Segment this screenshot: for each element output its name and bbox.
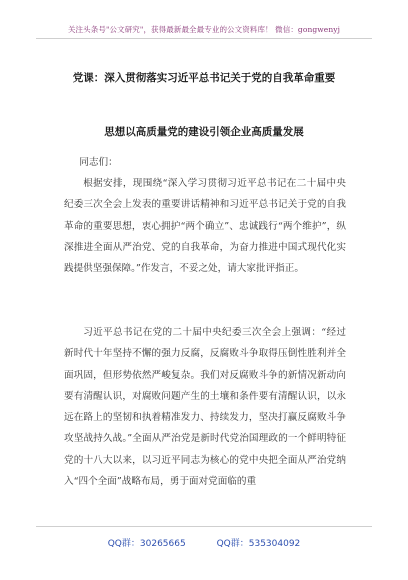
header-ad-text: 关注头条号"公文研究"，获得最新最全最专业的公文资料库！ 微信：gongwenyj [67, 25, 341, 34]
document-title-line2: 思想以高质量党的建设引领企业高质量发展 [104, 126, 304, 138]
document-title-line1: 党课：深入贯彻落实习近平总书记关于党的自我革命重要 [72, 72, 336, 84]
paragraph-1-text: 根据安排，现围绕“深入学习贯彻习近平总书记在二十届中央纪委三次全会上发表的重要讲话精神和习近平总书记关于党的自我革命的重要思想，衷心拥护“两个确立”、忠诚践行“两个维护”，纵深推进全面从严治党、党的自我革命，为奋力推进中国式现代化实践提供坚强保障。”作发言，不妥之处，请大家批评指正。 [64, 178, 346, 275]
header-divider [36, 38, 372, 39]
footer-qq-group-1: QQ群：30265665 [107, 539, 186, 549]
paragraph-2 [64, 322, 346, 492]
paragraph-1 [64, 173, 346, 279]
salutation-text: 同志们： [79, 157, 118, 168]
footer-divider [36, 526, 372, 527]
footer-qq-group-2: QQ群：535304092 [216, 539, 301, 549]
footer [0, 536, 408, 549]
paragraph-2-text: 习近平总书记在党的二十届中央纪委三次全会上强调：“经过新时代十年坚持不懈的强力反腐，反腐败斗争取得压倒性胜利并全面巩固，但形势依然严峻复杂。我们对反腐败斗争的新情况新动向要有清醒认识，对腐败问题产生的土壤和条件要有清醒认识，以永远在路上的坚韧和执着精准发力、持续发力，坚决打赢反腐败斗争攻坚战持久战。”全面从严治党是新时代党治国理政的一个鲜明特征党的十八大以来，以习近平同志为核心的党中央把全面从严治党纳入“四个全面”战略布局，勇于面对党面临的重 [64, 327, 346, 488]
salutation [64, 152, 346, 173]
